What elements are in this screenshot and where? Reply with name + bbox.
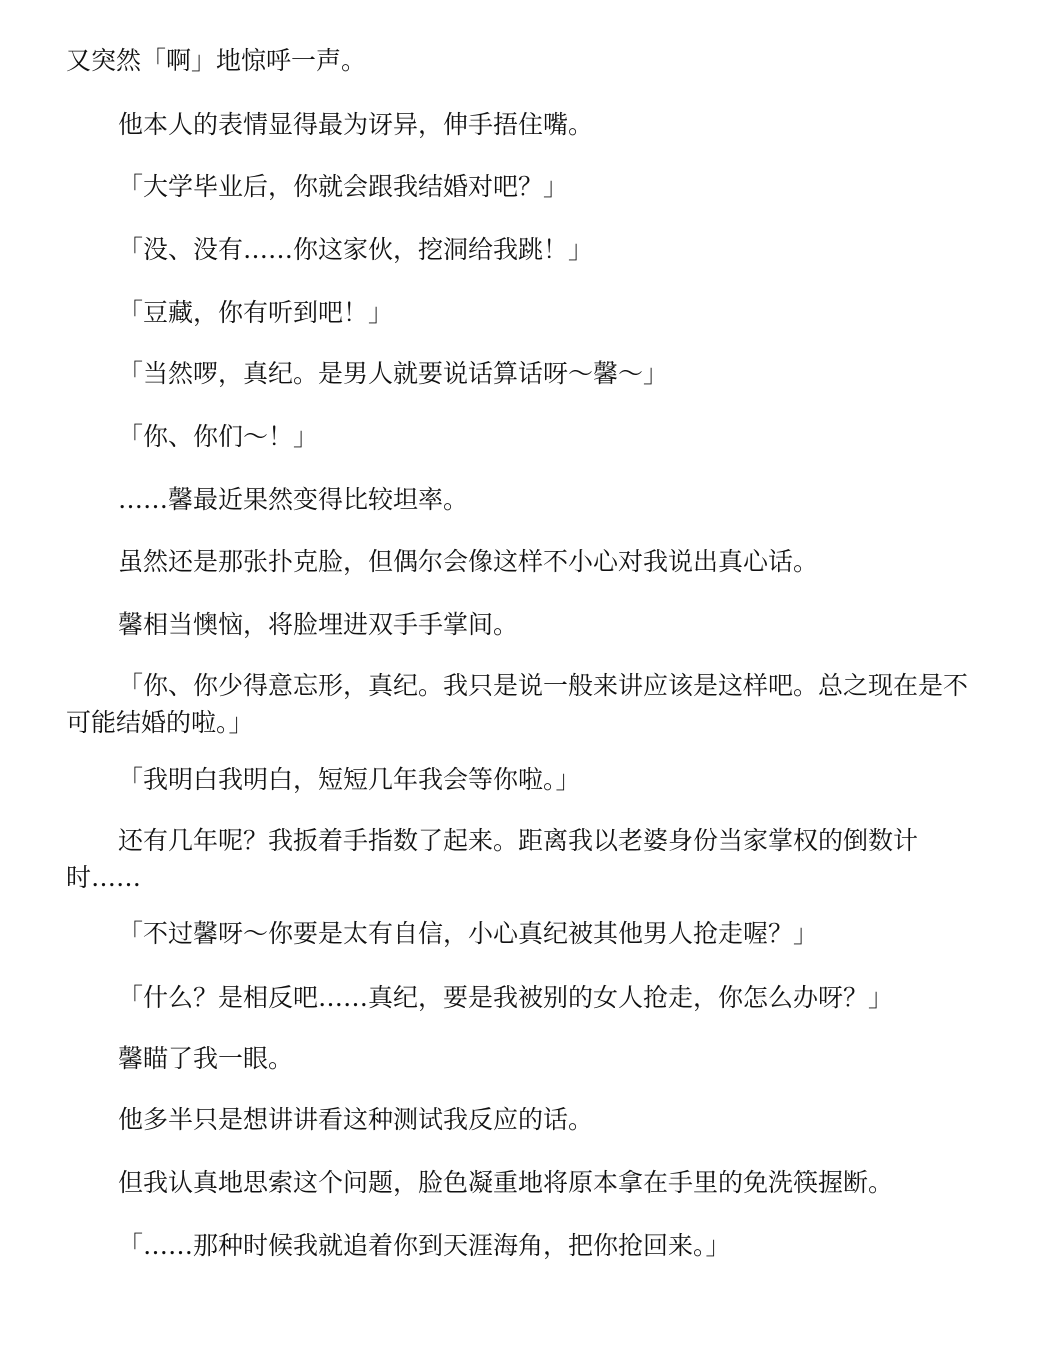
paragraph-7: 「你、你们～！」 — [118, 422, 319, 451]
paragraph-19: 「……那种时候我就追着你到天涯海角，把你抢回来。」 — [118, 1231, 731, 1260]
paragraph-1: 又突然「啊」地惊呼一声。 — [66, 46, 367, 75]
paragraph-17: 他多半只是想讲讲看这种测试我反应的话。 — [118, 1105, 594, 1134]
paragraph-4: 「没、没有……你这家伙，挖洞给我跳！」 — [118, 235, 594, 264]
paragraph-11: 「你、你少得意忘形，真纪。我只是说一般来讲应该是这样吧。总之现在是不可能结婚的啦。」 — [66, 671, 969, 737]
paragraph-18: 但我认真地思索这个问题，脸色凝重地将原本拿在手里的免洗筷握断。 — [118, 1168, 894, 1197]
paragraph-5: 「豆藏，你有听到吧！」 — [118, 298, 394, 327]
paragraph-14: 「不过馨呀～你要是太有自信，小心真纪被其他男人抢走喔？」 — [118, 919, 819, 948]
paragraph-15: 「什么？是相反吧……真纪，要是我被别的女人抢走，你怎么办呀？」 — [118, 983, 894, 1012]
paragraph-16: 馨瞄了我一眼。 — [118, 1044, 294, 1073]
paragraph-12: 「我明白我明白，短短几年我会等你啦。」 — [118, 765, 581, 794]
paragraph-6: 「当然啰，真纪。是男人就要说话算话呀～馨～」 — [118, 359, 669, 388]
paragraph-8: ……馨最近果然变得比较坦率。 — [118, 485, 469, 514]
paragraph-3: 「大学毕业后，你就会跟我结婚对吧？」 — [118, 172, 569, 201]
paragraph-2: 他本人的表情显得最为讶异，伸手捂住嘴。 — [118, 110, 594, 139]
paragraph-13: 还有几年呢？我扳着手指数了起来。距离我以老婆身份当家掌权的倒数计时…… — [66, 826, 919, 892]
paragraph-9: 虽然还是那张扑克脸，但偶尔会像这样不小心对我说出真心话。 — [118, 547, 819, 576]
paragraph-10: 馨相当懊恼，将脸埋进双手手掌间。 — [118, 610, 519, 639]
